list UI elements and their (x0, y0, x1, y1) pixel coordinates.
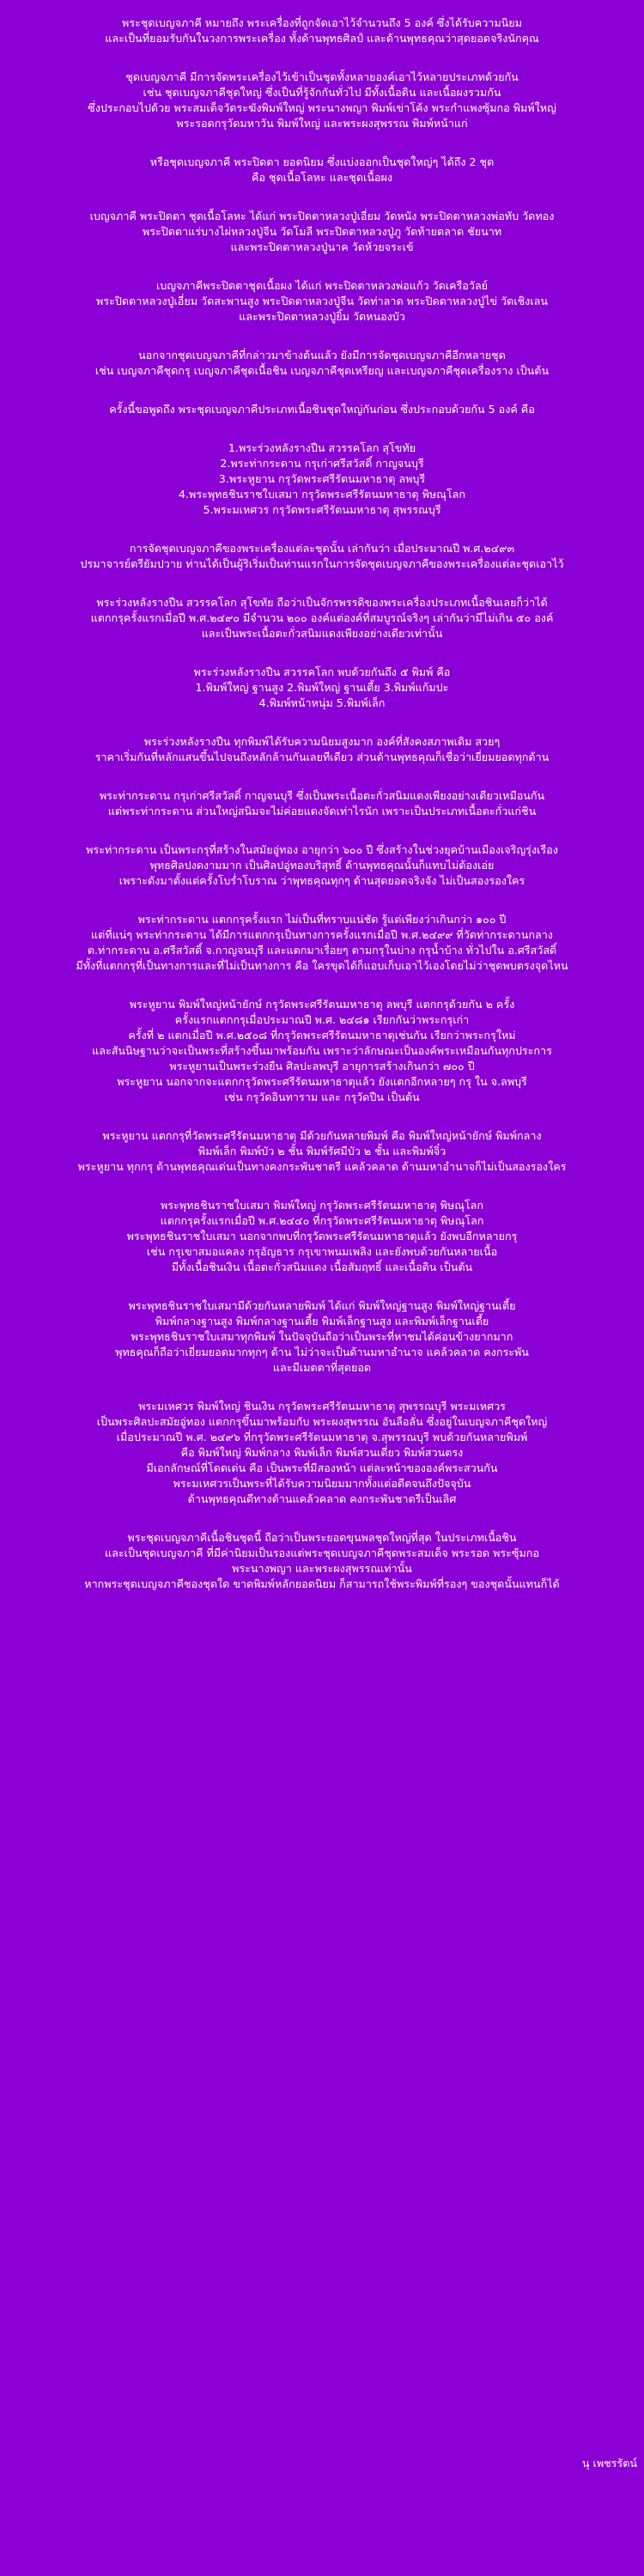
paragraph-8 (22, 440, 622, 518)
text-line: แต่ที่แน่ๆ พระท่ากระดาน ได้มีการแตกกรุเป็นทางการครั้งแรกเมื่อปี พ.ศ.๒๔๙๙ ที่วัดท่ากระดานกลาง (91, 928, 553, 941)
text-line: เพราะดังมาตั้งแต่ครั้งโบร่ำโบราณ ว่าพุทธคุณทุกๆ ด้านสุดยอดจริงจัง ไม่เป็นสองรองใคร (118, 874, 526, 887)
text-line: 1.พิมพ์ใหญ่ ฐานสูง 2.พิมพ์ใหญ่ ฐานเตี้ย 3.พิมพ์แก้มปะ (195, 681, 449, 694)
paragraph-18 (22, 1198, 622, 1275)
text-line: พระชุดเบญจภาคี หมายถึง พระเครื่องที่ถูกจัดเอาไว้จำนวนถึง 5 องค์ ซึ่งได้รับความนิยม (122, 16, 522, 29)
paragraph-19 (22, 1298, 622, 1376)
text-line: และสันนิษฐานว่าจะเป็นพระที่สร้างขึ้นมาพร้อมกัน เพราะว่าลักษณะเป็นองค์พระเหมือนกันทุกประการ (92, 1044, 552, 1057)
text-line: 1.พระร่วงหลังรางปืน สวรรคโลก สุโขทัย (228, 441, 416, 454)
paragraph-2 (22, 70, 622, 131)
text-line: หรือชุดเบญจภาคี พระปิดตา ยอดนิยม ซึ่งแบ่งออกเป็นชุดใหญ่ๆ ได้ถึง 2 ชุด (149, 155, 495, 168)
text-line: พระร่วงหลังรางปืน สวรรคโลก สุโขทัย ถือว่าเป็นจักรพรรดิของพระเครื่องประเภทเนื้อชินเลยก็ว่าได้ (96, 596, 548, 609)
text-line: เช่น ชุดเบญจภาคีชุดใหญ่ ซึ่งเป็นที่รู้จักกันทั่วไป มีทั้งเนื้อดิน และเนื้อผงรวมกัน (143, 86, 501, 99)
paragraph-4 (22, 209, 622, 255)
paragraph-10 (22, 595, 622, 641)
paragraph-11 (22, 665, 622, 711)
text-line: พระรอดกรุวัดมหาวัน พิมพ์ใหญ่ และพระผงสุพรรณ พิมพ์หน้าแก่ (176, 117, 468, 130)
text-line: พระหูยาน ทุกกรุ ด้านพุทธคุณเด่นเป็นทางคงกระพันชาตรี แคล้วคลาด ด้านมหาอำนาจก็ไม่เป็นสองรองใคร (77, 1160, 567, 1173)
text-line: คือ ชุดเนื้อโลหะ และชุดเนื้อผง (251, 171, 393, 184)
text-line: หากพระชุดเบญจภาคีชองชุดใด ขาดพิมพ์หลักยอดนิยม ก็สามารถใช้พระพิมพ์ที่รองๆ ของชุดนั้นแทนก็ได้ (84, 1577, 560, 1590)
text-line: พุทธศิลปงดงามมาก เป็นศิลปอู่ทองบริสุทธิ์ ด้านพุทธคุณนั้นก็แทบไม่ต้องเอ่ย (149, 859, 495, 872)
text-line: พระร่วงหลังรางปืน สวรรคโลก พบด้วยกันถึง ๕ พิมพ์ คือ (193, 665, 451, 678)
text-line: ด้านพุทธคุณดีทางด้านแคล้วคลาด คงกระพันชาตรีเป็นเลิศ (187, 1492, 457, 1505)
text-line: พระร่วงหลังรางปืน ทุกพิมพ์ได้รับความนิยมสูงมาก องค์ที่สังคงสภาพเดิม สวยๆ (143, 735, 501, 748)
author-signature: นุ เพชรรัตน์ (581, 2457, 637, 2470)
paragraph-15 (22, 912, 622, 974)
text-line: แตกกรุครั้งแรกเมื่อปี พ.ศ.๒๔๔๐ ที่กรุวัดพระศรีรัตนมหาธาตุ พิษณุโลก (160, 1214, 484, 1227)
text-line: พระมเหศวรเป็นพระที่ได้รับความนิยมมากทั้งแต่อดีตจนถึงปัจจุบัน (173, 1477, 471, 1490)
text-line: พระหูยาน พิมพ์ใหญ่หน้ายักษ์ กรุวัดพระศรีรัตนมหาธาตุ ลพบุรี แตกกรุด้วยกัน ๒ ครั้ง (129, 998, 515, 1011)
text-line: พระหูยาน แตกกรุที่วัดพระศรีรัตนมหาธาตุ มีด้วยกันหลายพิมพ์ คือ พิมพ์ใหญ่หน้ายักษ์ พิมพ์กลาง (102, 1129, 542, 1142)
text-line: เช่น กรุเขาสมอแคลง กรุอัญธาร กรุเขาพนมเพลิง และยังพบด้วยกันหลายเนื้อ (146, 1245, 498, 1258)
text-line: และพระปิดตาหลวงปู่นาค วัดห้วยจระเข้ (230, 240, 414, 253)
paragraph-14 (22, 842, 622, 889)
paragraph-17 (22, 1128, 622, 1175)
paragraph-7 (22, 402, 622, 417)
text-line: พระท่ากระดาน กรุเก่าศรีสวัสดิ์ กาญจนบุรี ซึ่งเป็นพระเนื้อตะกั่วสนิมแดงเพียงอย่างเดียวเหมือนกัน (99, 789, 545, 802)
text-line: พระนางพญา และพระผงสุพรรณเท่านั้น (232, 1562, 412, 1575)
text-line: การจัดชุดเบญจภาคีของพระเครื่องแต่ละชุดนั้น เล่ากันว่า เมื่อประมาณปี พ.ศ.๒๔๙๓ (129, 542, 515, 555)
text-line: มีทั้งเนื้อชินเงิน เนื้อตะกั่วสนิมแดง เนื้อสัมฤทธิ์ และเนื้อดิน เป็นต้น (171, 1261, 473, 1273)
paragraph-6 (22, 348, 622, 379)
text-line: แต่พระท่ากระดาน ส่วนใหญ่สนิมจะไม่ค่อยแดงจัดเท่าไรนัก เพราะเป็นประเภทเนื้อตะกั่วแก่ชิน (107, 805, 537, 817)
text-line: 2.พระท่ากระดาน กรุเก่าศรีสวัสดิ์ กาญจนบุรี (220, 457, 424, 470)
text-line: และเป็นชุดเบญจภาคี ที่มีค่านิยมเป็นรองแต่พระชุดเบญจภาคีชุดพระสมเด็จ พระรอด พระซุ้มกอ (105, 1546, 539, 1559)
text-line: ราคาเริ่มกันที่หลักแสนขึ้นไปจนถึงหลักล้านกันเลยทีเดียว ส่วนด้านพุทธคุณก็เชื่อว่าเยี่ยมยอดทุกด้าน (94, 750, 550, 763)
text-line: 4.พระพุทธชินราชใบเสมา กรุวัดพระศรีรัตนมหาธาตุ พิษณุโลก (179, 488, 465, 501)
text-line: และมีเมตตาที่สุดยอด (272, 1361, 372, 1374)
text-line: ซึ่งประกอบไปด้วย พระสมเด็จวัดระฆังพิมพ์ใหญ่ พระนางพญา พิมพ์เข่าโค้ง พระกำแพงซุ้มกอ พิมพ์ใหญ่ (88, 101, 556, 114)
text-line: เบญจภาคี พระปิดตา ชุดเนื้อโลหะ ได้แก่ พระปิดตาหลวงปู่เอี่ยม วัดหนัง พระปิดตาหลวงพ่อทับ วัดทอง (89, 210, 555, 222)
text-line: พระท่ากระดาน เป็นพระกรุที่สร้างในสมัยอู่ทอง อายุกว่า ๖๐๐ ปี ซึ่งสร้างในช่วงยุคบ้านเมืองเจริญรุ่งเรือง (86, 843, 558, 856)
paragraph-20 (22, 1399, 622, 1507)
text-line: พระหูยานเป็นพระร่วงยืน ศิลปะลพบุรี อายุการสร้างเกินกว่า ๗๐๐ ปี (169, 1060, 475, 1072)
text-line: และเป็นที่ยอมรับกันในวงการพระเครื่อง ทั้งด้านพุทธศิลป์ และด้านพุทธคุณว่าสุดยอดจริงนักคุณ (105, 32, 539, 45)
text-line: มีทั้งที่แตกกรุที่เป็นทางการและที่ไม่เป็นทางการ คือ ใครขุดได้ก็แอบเก็บเอาไว้เองโดยไม่ว่าชุดพบตรงจุดไหน (76, 959, 568, 972)
text-line: พุทธคุณก็ถือว่าเยี่ยมยอดมากทุกๆ ด้าน ไม่ว่าจะเป็นด้านมหาอำนาจ แคล้วคลาด คงกระพัน (115, 1346, 529, 1358)
text-line: ครั้งแรกแตกกรุเมื่อประมาณปี พ.ศ. ๒๔๘๑ เรียกกันว่าพระกรุเก่า (174, 1013, 470, 1026)
text-line: และพระปิดตาหลวงปู่ยิ้ม วัดหนองบัว (239, 310, 405, 323)
text-line: พระปิดตาหลวงปู่เอี่ยม วัดสะพานสูง พระปิดตาหลวงปู่จีน วัดท่าลาด พระปิดตาหลวงปู่ไข่ วัดเชิงเลน (96, 295, 548, 307)
text-line: นอกจากชุดเบญจภาคีที่กล่าวมาข้างต้นแล้ว ยังมีการจัดชุดเบญจภาคีอีกหลายชุด (138, 349, 506, 361)
text-line: พระพุทธชินราชใบเสมา พิมพ์ใหญ่ กรุวัดพระศรีรัตนมหาธาตุ พิษณุโลก (160, 1199, 484, 1212)
paragraph-13 (22, 788, 622, 819)
paragraph-1 (22, 15, 622, 46)
text-line: พิมพ์กลางฐานสูง พิมพ์กลางฐานเตี้ย พิมพ์เล็กฐานสูง และพิมพ์เล็กฐานเตี้ย (155, 1315, 489, 1327)
text-line: แตกกรุครั้งแรกเมื่อปี พ.ศ.๒๔๙๐ มีจำนวน ๒๐๐ องค์แต่องค์ที่สมบูรณ์จริงๆ เล่ากันว่ามีไม่เกิน ๕๐ องค์ (90, 611, 554, 624)
text-line: พระพุทธชินราชใบเสมามีด้วยกันหลายพิมพ์ ได้แก่ พิมพ์ใหญ่ฐานสูง พิมพ์ใหญ่ฐานเตี้ย (128, 1299, 516, 1312)
text-line: พระพุทธชินราชใบเสมาทุกพิมพ์ ในปัจจุบันถือว่าเป็นพระที่หาชมได้ค่อนข้างยากมาก (131, 1330, 513, 1343)
text-line: เช่น เบญจภาคีชุดกรุ เบญจภาคีชุดเนื้อชิน เบญจภาคีชุดเหรียญ และเบญจภาคีชุดเครื่องราง เป็นต้น (94, 364, 550, 377)
paragraph-5 (22, 278, 622, 325)
text-line: เป็นพระศิลปะสมัยอู่ทอง แตกกรุขึ้นมาพร้อมกับ พระผงสุพรรณ อันลือลั่น ซึ่งอยู่ในเบญจภาคีชุดใหญ่ (96, 1415, 548, 1428)
text-line: พระหูยาน นอกจากจะแตกกรุวัดพระศรีรัตนมหาธาตุแล้ว ยังแตกอีกหลายๆ กรุ ใน จ.ลพบุรี (117, 1075, 527, 1088)
text-line: พิมพ์เล็ก พิมพ์บัว ๒ ชั้น พิมพ์รัศมีบัว ๒ ชั้น และพิมพ์จิ๋ว (197, 1145, 447, 1157)
text-line: ปรมาจารย์ตรียัมปวาย ท่านได้เป็นผู้ริเริ่มเป็นท่านแรกในการจัดชุดเบญจภาคีของพระเครื่องแต่ละชุดเอาไว้ (80, 557, 564, 570)
text-line: พระมเหศวร พิมพ์ใหญ่ ชินเงิน กรุวัดพระศรีรัตนมหาธาตุ สุพรรณบุรี พระมเหศวร (138, 1400, 506, 1413)
text-line: และเป็นพระเนื้อตะกั่วสนิมแดงเพียงอย่างเดียวเท่านั้น (201, 627, 443, 640)
paragraph-12 (22, 734, 622, 765)
text-line: ต.ท่ากระดาน อ.ศรีสวัสดิ์ จ.กาญจนบุรี และแตกมาเรื่อยๆ ตามกรุในบ่าง กรุน้ำบ้าง ทั่วไปใน อ.ศรีสวัสดิ์ (87, 944, 557, 957)
paragraph-16 (22, 997, 622, 1105)
text-line: เช่น กรุวัดอินทาราม และ กรุวัดปืน เป็นต้น (224, 1091, 420, 1103)
paragraph-3 (22, 155, 622, 185)
text-line: ครั้งนี้ขอพูดถึง พระชุดเบญจภาคีประเภทเนื้อชินชุดใหญ่กันก่อน ซึ่งประกอบด้วยกัน 5 องค์ คือ (109, 403, 535, 416)
paragraph-9 (22, 541, 622, 572)
text-line: ครั้งที่ ๒ แตกเมื่อปี พ.ศ.๒๕๐๘ ที่กรุวัดพระศรีรัตนมหาธาตุเช่นกัน เรียกว่าพระกรุใหม่ (128, 1029, 516, 1042)
text-line: คือ พิมพ์ใหญ่ พิมพ์กลาง พิมพ์เล็ก พิมพ์สวนเดี่ยว พิมพ์สวนตรง (180, 1446, 464, 1459)
text-line: เบญจภาคีพระปิดตาชุดเนื้อผง ได้แก่ พระปิดตาหลวงพ่อแก้ว วัดเครือวัลย์ (155, 279, 489, 292)
text-line: พระท่ากระดาน แตกกรุครั้งแรก ไม่เป็นที่ทราบแน่ชัด รู้แต่เพียงว่าเกินกว่า ๑๐๐ ปี (137, 913, 507, 926)
text-line: ชุดเบญจภาคี มีการจัดพระเครื่องไว้เข้าเป็นชุดทั้งหลายองค์เอาไว้หลายประเภทด้วยกัน (125, 70, 519, 83)
text-line: 4.พิมพ์หน้าหนุ่ม 5.พิมพ์เล็ก (258, 696, 386, 709)
text-line: 5.พระมเหศวร กรุวัดพระศรีรัตนมหาธาตุ สุพรรณบุรี (203, 503, 441, 516)
text-line: เมื่อประมาณปี พ.ศ. ๒๔๙๖ ที่กรุวัดพระศรีรัตนมหาธาตุ จ.สุพรรณบุรี พบด้วยกันหลายพิมพ์ (116, 1431, 528, 1443)
text-line: 3.พระหูยาน กรุวัดพระศรีรัตนมหาธาตุ ลพบุรี (218, 472, 426, 485)
text-line: พระพุทธชินราชใบเสมา นอกจากพบที่กรุวัดพระศรีรัตนมหาธาตุแล้ว ยังพบอีกหลายกรุ (126, 1230, 518, 1242)
text-line: พระปิดตาแร่บางไผ่หลวงปู่จีน วัดโมลี พระปิดตาหลวงปู่ภู วัดท้ายตลาด ชัยนาท (142, 225, 502, 238)
text-line: พระชุดเบญจภาคีเนื้อชินชุดนี้ ถือว่าเป็นพระยอดขุนพลชุดใหญ่ที่สุด ในประเภทเนื้อชิน (127, 1531, 517, 1544)
paragraph-21 (22, 1530, 622, 1592)
text-line: มีเอกลักษณ์ที่โดดเด่น คือ เป็นพระที่มีสองหน้า แต่ละหน้าขององค์พระสวนกัน (146, 1461, 498, 1474)
